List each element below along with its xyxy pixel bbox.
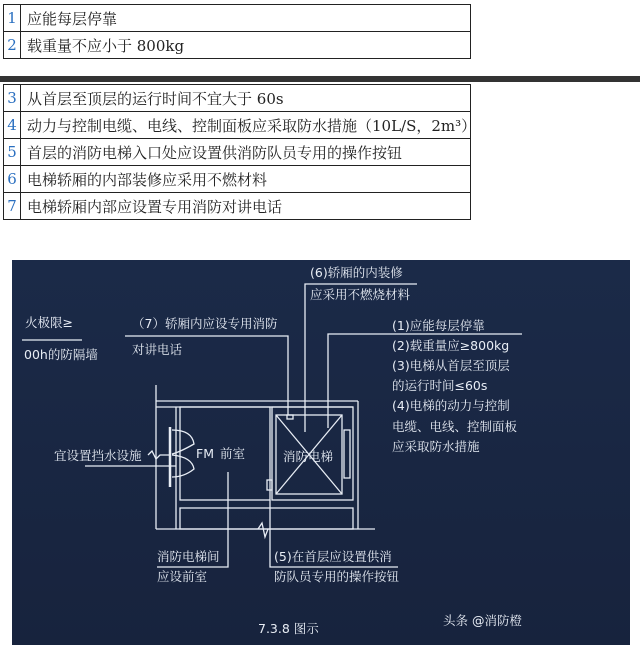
table-row [4,85,471,112]
floor-plan [10,255,630,645]
requirements-table-top [3,4,471,59]
note-right-6: 电缆、电线、控制面板 [392,419,518,434]
fm-label: FM [196,446,214,461]
row-text: 首层的消防电梯入口处应设置供消防队员专用的操作按钮 [21,139,471,166]
note-right-2: (2)载重量应≥800kg [392,338,510,353]
anteroom-note-line2: 应设前室 [157,569,208,584]
table-row [4,112,471,139]
divider-bar [0,76,640,82]
note-right-4: 的运行时间≤60s [392,378,488,393]
row-text: 动力与控制电缆、电线、控制面板应采取防水措施（10L/S，2m³） [21,112,471,139]
note-right-5: (4)电梯的动力与控制 [392,398,510,413]
row-text: 载重量不应小于 800kg [21,32,471,59]
row-number: 4 [4,112,21,139]
row-number: 3 [4,85,21,112]
row-number: 1 [4,5,21,32]
note-right-1: (1)应能每层停靠 [392,318,485,333]
row-number: 7 [4,193,21,220]
table-row [4,166,471,193]
row-text: 应能每层停靠 [21,5,471,32]
row-text: 电梯轿厢的内部装修应采用不燃材料 [21,166,471,193]
note-6-line2: 应采用不燃烧材料 [310,287,411,302]
figure-caption: 7.3.8 图示 [258,621,319,636]
note-5-line1: (5)在首层应设置供消 [274,549,392,564]
note-right-7: 应采取防水措施 [392,439,480,454]
note-right-3: (3)电梯从首层至顶层 [392,358,510,373]
note-5-line2: 防队员专用的操作按钮 [274,569,400,584]
wall-note-line2: 00h的防隔墙 [24,347,98,362]
note-7-line2: 对讲电话 [132,342,183,357]
table-row [4,193,471,220]
row-number: 6 [4,166,21,193]
anteroom-note-line1: 消防电梯间 [157,549,220,564]
table-row [4,139,471,166]
requirements-table-bottom [3,84,477,220]
watermark: 头条 @消防橙 [443,613,522,628]
table-row [4,32,471,59]
anteroom-label: 前室 [220,446,246,461]
row-text: 从首层至顶层的运行时间不宜大于 60s [21,85,471,112]
row-number: 2 [4,32,21,59]
water-barrier-note: 宜设置挡水设施 [54,448,142,463]
note-7-line1: （7）轿厢内应设专用消防 [132,316,278,331]
wall-note-line1: 火极限≥ [25,315,73,330]
fire-elevator-diagram [12,260,630,645]
elevator-label: 消防电梯 [283,449,334,464]
table-row [4,5,471,32]
note-6-line1: (6)轿厢的内装修 [310,265,403,280]
row-number: 5 [4,139,21,166]
row-text: 电梯轿厢内部应设置专用消防对讲电话 [21,193,471,220]
